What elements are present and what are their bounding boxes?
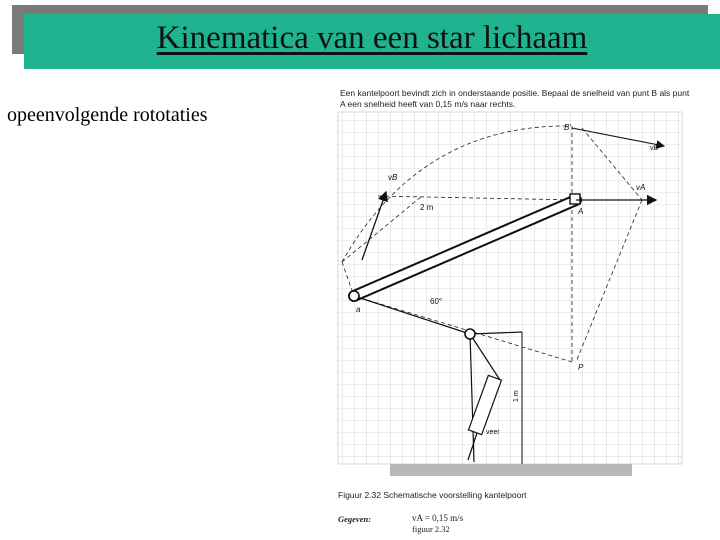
label-length-1m: 1 m [513,390,520,402]
label-point-p: P [578,363,584,372]
label-length-2m: 2 m [420,203,434,212]
label-point-a-bottom: a [356,305,361,314]
label-vel-a: vA [636,183,646,192]
label-angle: 60° [430,297,443,306]
floor [390,464,632,476]
pivot-spring [465,329,475,339]
given-value: vA = 0,15 m/s [412,513,464,523]
slide-title: Kinematica van een star lichaam [156,20,588,56]
given-label: Gegeven: [338,514,372,524]
figure-caption: Figuur 2.32 Schematische voorstelling kantelpoort [338,490,527,500]
pivot-a [349,291,359,301]
label-point-a-top: A [578,207,584,216]
slide-subtitle: opeenvolgende rototaties [7,104,208,126]
label-point-b-prime: B' [564,123,571,132]
label-vel-b: vB [388,173,398,182]
label-spring: veer [486,429,500,436]
kinematics-figure [330,84,720,540]
grid-background [338,112,682,464]
label-vel-b-top: vB [650,145,659,152]
figure-intro-text: Een kantelpoort bevindt zich in onderstaande positie. Bepaal de snelheid van punt B als punt A een snelheid heeft van 0,15 m/s naar rechts. [340,88,690,109]
given-reference: figuur 2.32 [412,524,450,534]
pivot-top [570,194,580,204]
